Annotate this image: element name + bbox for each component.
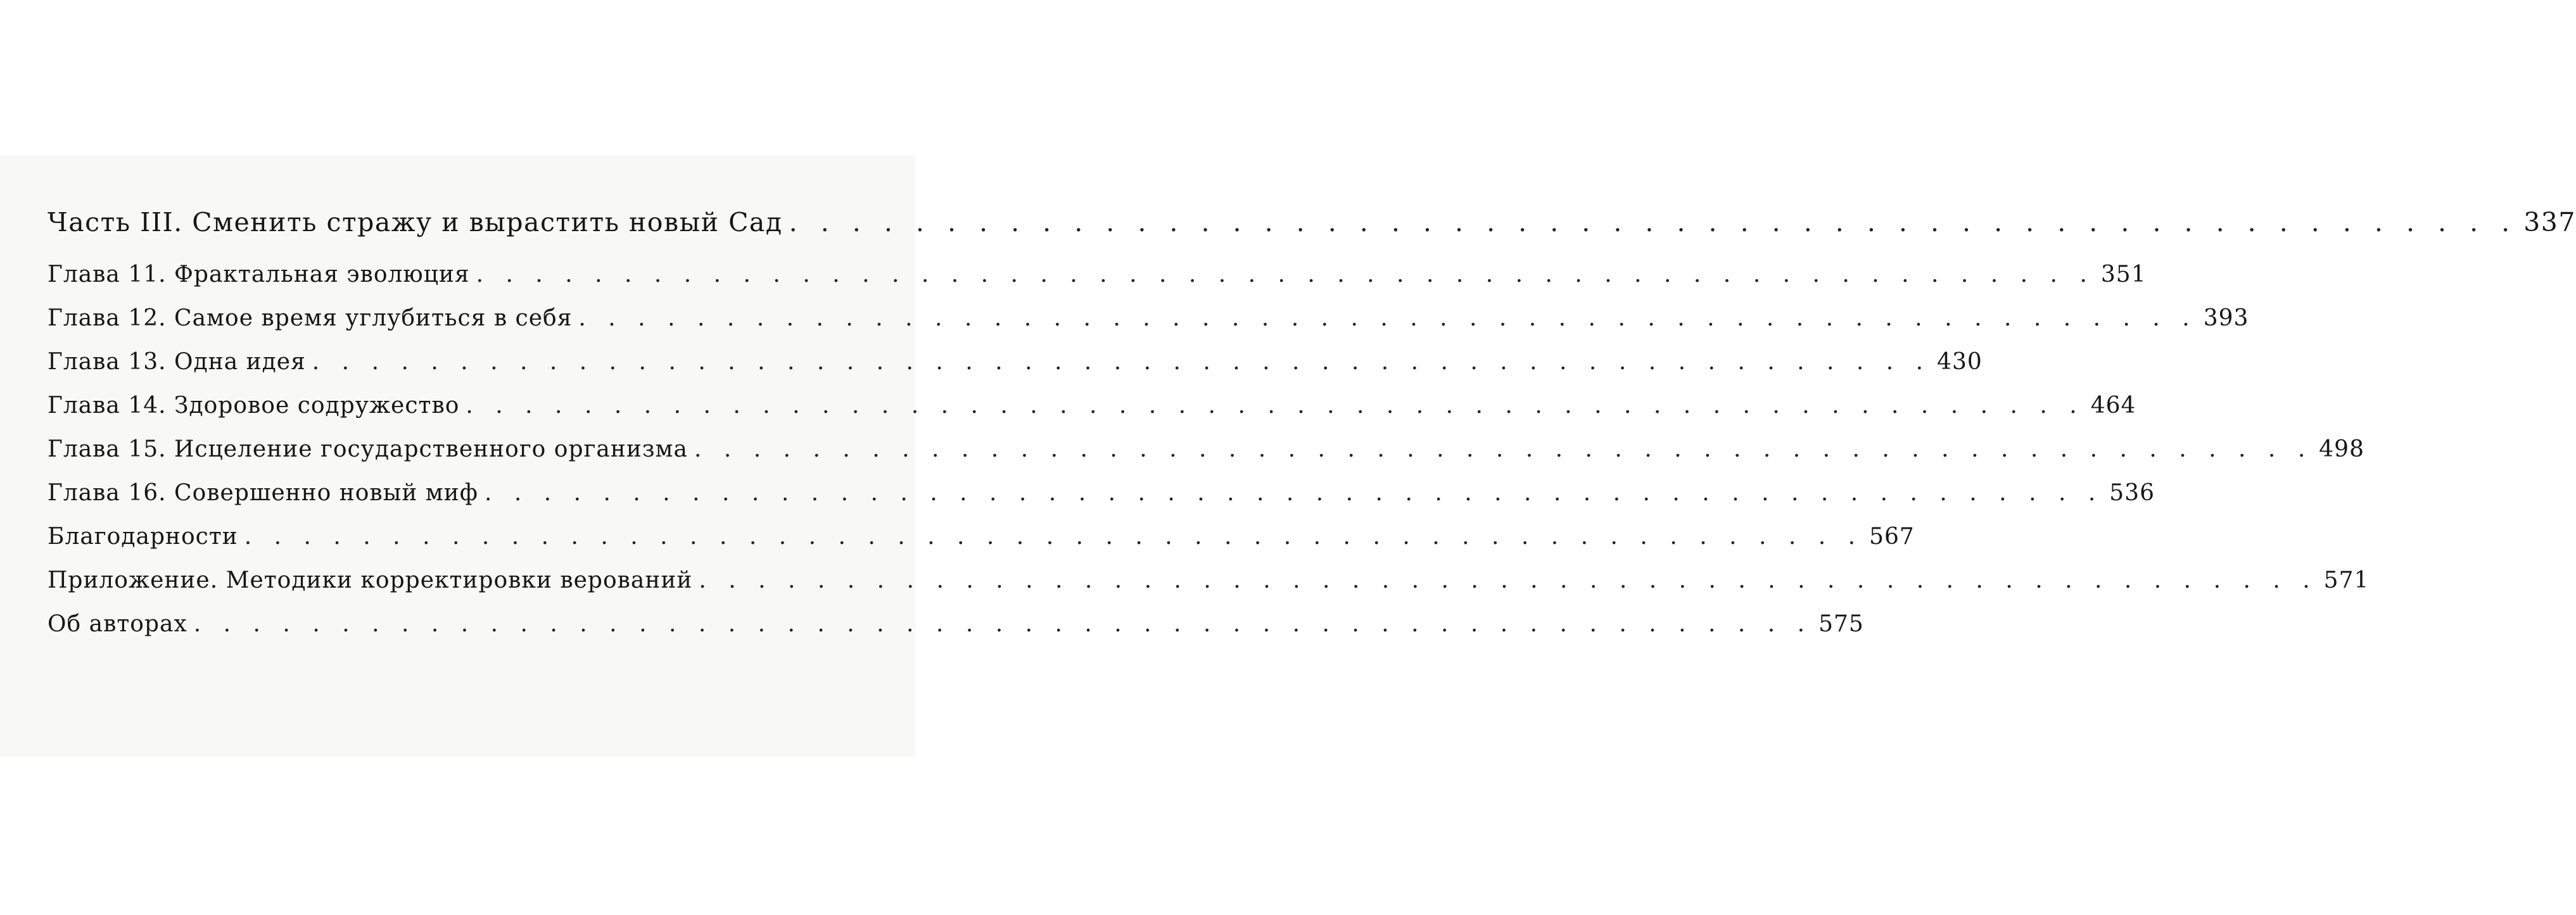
toc-entry — [48, 471, 2155, 515]
toc-page-number: 498 — [2319, 436, 2364, 462]
toc-entry — [48, 427, 2364, 471]
toc-entry — [48, 384, 2136, 427]
dot-leader: . . . . . . . . . . . . . . . . . . . . . . . . . . . . . . . . . . . . . . . . . . . . . . . . . . . . . . . — [244, 524, 1863, 550]
dot-leader: . . . . . . . . . . . . . . . . . . . . . . . . . . . . . . . . . . . . . . . . . . . . . . . . . . . . . . . — [484, 480, 2103, 506]
toc-part-entry — [48, 199, 2576, 253]
dot-leader: . . . . . . . . . . . . . . . . . . . . . . . . . . . . . . . . . . . . . . . . . . . . . . . . . . . . . . . — [699, 567, 2318, 593]
toc-page-number: 351 — [2100, 262, 2147, 287]
toc-page-number: 571 — [2323, 567, 2370, 593]
toc-entry-title: Глава 15. Исцеление государственного организма — [48, 436, 688, 462]
toc-entry-title: Глава 16. Совершенно новый миф — [48, 480, 478, 506]
toc-page-number: 430 — [1937, 349, 1983, 375]
toc-entry-title: Глава 11. Фрактальная эволюция — [48, 262, 470, 287]
toc-entry — [48, 296, 2249, 340]
toc-page-number: 464 — [2090, 393, 2136, 419]
dot-leader: . . . . . . . . . . . . . . . . . . . . . . . . . . . . . . . . . . . . . . . . . . . . . . . . . . . . . . . — [466, 393, 2084, 419]
dot-leader: . . . . . . . . . . . . . . . . . . . . . . . . . . . . . . . . . . . . . . . . . . . . . . . . . . . . . . . — [578, 305, 2197, 331]
dot-leader: . . . . . . . . . . . . . . . . . . . . . . . . . . . . . . . . . . . . . . . . . . . . . . . . . . . . . . . — [789, 207, 2518, 237]
toc-entry-title: Глава 14. Здоровое содружество — [48, 393, 460, 419]
toc-entry — [48, 602, 1864, 646]
dot-leader: . . . . . . . . . . . . . . . . . . . . . . . . . . . . . . . . . . . . . . . . . . . . . . . . . . . . . . . — [312, 349, 1931, 375]
toc-page-number: 393 — [2203, 305, 2249, 331]
toc-entry-title: Глава 13. Одна идея — [48, 349, 306, 375]
toc-page-number: 575 — [1818, 611, 1864, 637]
toc-entry — [48, 515, 1915, 558]
toc-page-number: 536 — [2109, 480, 2155, 506]
dot-leader: . . . . . . . . . . . . . . . . . . . . . . . . . . . . . . . . . . . . . . . . . . . . . . . . . . . . . . . — [193, 611, 1813, 637]
dot-leader: . . . . . . . . . . . . . . . . . . . . . . . . . . . . . . . . . . . . . . . . . . . . . . . . . . . . . . . — [694, 436, 2313, 462]
toc-entry-title: Об авторах — [48, 611, 187, 637]
toc-entry-title: Глава 12. Самое время углубиться в себя — [48, 305, 573, 331]
toc-entry — [48, 558, 2370, 602]
table-of-contents — [48, 199, 2576, 646]
dot-leader: . . . . . . . . . . . . . . . . . . . . . . . . . . . . . . . . . . . . . . . . . . . . . . . . . . . . . . . — [476, 262, 2095, 287]
toc-entry — [48, 340, 1983, 384]
toc-page-number: 567 — [1869, 524, 1915, 550]
toc-entry-title: Благодарности — [48, 524, 238, 550]
toc-entry — [48, 253, 2147, 296]
toc-entry-title: Приложение. Методики корректировки верований — [48, 567, 693, 593]
toc-part-title: Часть III. Сменить стражу и вырастить новый Сад — [48, 207, 783, 237]
toc-page-number: 337 — [2523, 207, 2576, 237]
